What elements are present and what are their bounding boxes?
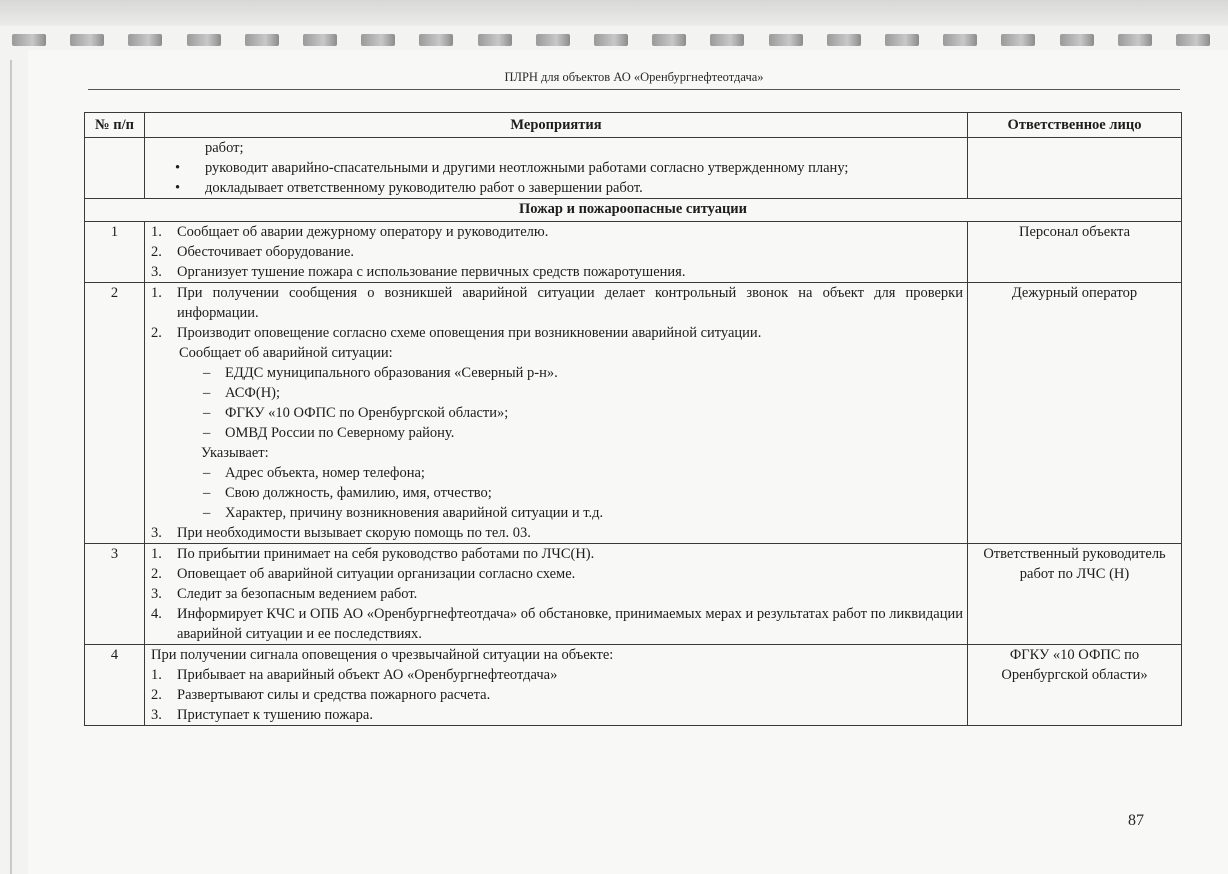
table-row-continuation (85, 138, 1182, 199)
binding-hole (594, 34, 628, 46)
list-item: – Адрес объекта, номер телефона; (203, 465, 425, 481)
list-item: – АСФ(Н); (203, 385, 281, 401)
measures-cell (145, 138, 968, 199)
page-edge-line (10, 60, 12, 874)
binding-hole (652, 34, 686, 46)
column-header-responsible: Ответственное лицо (968, 113, 1182, 138)
responsible-cell: ФГКУ «10 ОФПС по Оренбургской области» (968, 645, 1182, 726)
list-item: 2. Развертывают силы и средства пожарного расчета. (151, 687, 491, 703)
binding-hole (1060, 34, 1094, 46)
responsible-cell: Дежурный оператор (968, 283, 1182, 544)
list-item: – Характер, причину возникновения аварийной ситуации и т.д. (203, 505, 604, 521)
binding-holes (0, 34, 1228, 48)
list-item: – ЕДДС муниципального образования «Северный р-н». (203, 365, 558, 381)
bullet-icon: • (175, 160, 181, 176)
binding-hole (478, 34, 512, 46)
list-item: 3. При необходимости вызывает скорую помощь по тел. 03. (151, 525, 531, 541)
section-title: Пожар и пожароопасные ситуации (85, 199, 1182, 222)
row-intro: При получении сигнала оповещения о чрезвычайной ситуации на объекте: (151, 647, 614, 663)
list-item: 1. При получении сообщения о возникшей аварийной ситуации делает контрольный звонок на объект для проверки информации. (151, 285, 963, 321)
dash-icon: – (203, 385, 211, 401)
binding-hole (1118, 34, 1152, 46)
dash-icon: – (203, 425, 211, 441)
binding-hole (128, 34, 162, 46)
binding-hole (70, 34, 104, 46)
list-item: – ФГКУ «10 ОФПС по Оренбургской области»; (203, 405, 509, 421)
measures-table (84, 112, 1182, 726)
measures-cell (145, 544, 968, 645)
table-row (85, 645, 1182, 726)
dash-icon: – (203, 405, 211, 421)
binding-hole (1001, 34, 1035, 46)
row-number: 2 (85, 283, 145, 544)
list-item: работ; (205, 140, 244, 156)
dash-icon: – (203, 365, 211, 381)
list-item: 2. Обесточивает оборудование. (151, 244, 355, 260)
page-header: ПЛРН для объектов АО «Оренбургнефтеотдача» (504, 70, 764, 84)
list-item: – ОМВД России по Северному району. (203, 425, 455, 441)
list-item: • докладывает ответственному руководителю работ о завершении работ. (175, 180, 643, 196)
row-number: 1 (85, 222, 145, 283)
binding-hole (303, 34, 337, 46)
binding-hole (419, 34, 453, 46)
indicate-label: Указывает: (201, 445, 269, 461)
binding-hole (245, 34, 279, 46)
binding-hole (943, 34, 977, 46)
page-number: 87 (1128, 812, 1144, 829)
list-item: 2. Производит оповещение согласно схеме оповещения при возникновении аварийной ситуации. (151, 325, 762, 341)
measures-cell (145, 645, 968, 726)
binding-hole (769, 34, 803, 46)
row-number: 3 (85, 544, 145, 645)
row-number-cell (85, 138, 145, 199)
column-header-number: № п/п (85, 113, 145, 138)
list-item: 4. Информирует КЧС и ОПБ АО «Оренбургнефтеотдача» об обстановке, принимаемых мерах и результатах работ по ликвидации аварийной ситуации и ее последствиях. (151, 606, 963, 642)
responsible-cell (968, 138, 1182, 199)
list-item: 2. Оповещает об аварийной ситуации организации согласно схеме. (151, 566, 576, 582)
responsible-cell: Персонал объекта (968, 222, 1182, 283)
dash-icon: – (203, 505, 211, 521)
list-item: 1. Сообщает об аварии дежурному оператору и руководителю. (151, 224, 549, 240)
table-row (85, 222, 1182, 283)
list-item: 1. Прибывает на аварийный объект АО «Оренбургнефтеотдача» (151, 667, 558, 683)
binding-hole (361, 34, 395, 46)
responsible-cell: Ответственный руководитель работ по ЛЧС (Н) (968, 544, 1182, 645)
column-header-measures: Мероприятия (145, 113, 968, 138)
dash-icon: – (203, 465, 211, 481)
bullet-icon: • (175, 180, 181, 196)
list-item: 3. Приступает к тушению пожара. (151, 707, 373, 723)
measures-cell (145, 283, 968, 544)
header-rule (88, 89, 1180, 90)
notify-label: Сообщает об аварийной ситуации: (179, 345, 393, 361)
binding-hole (1176, 34, 1210, 46)
binding-hole (710, 34, 744, 46)
scan-top-shadow (0, 0, 1228, 26)
binding-hole (12, 34, 46, 46)
binding-hole (885, 34, 919, 46)
table-row (85, 544, 1182, 645)
dash-icon: – (203, 485, 211, 501)
table-row (85, 283, 1182, 544)
list-item: • руководит аварийно-спасательными и другими неотложными работами согласно утвержденному плану; (175, 160, 849, 176)
table-header-row (85, 113, 1182, 138)
measures-cell (145, 222, 968, 283)
list-item: 1. По прибытии принимает на себя руководство работами по ЛЧС(Н). (151, 546, 595, 562)
row-number: 4 (85, 645, 145, 726)
section-row (85, 199, 1182, 222)
list-item: 3. Организует тушение пожара с использование первичных средств пожаротушения. (151, 264, 686, 280)
list-item: 3. Следит за безопасным ведением работ. (151, 586, 418, 602)
binding-hole (187, 34, 221, 46)
list-item: – Свою должность, фамилию, имя, отчество; (203, 485, 492, 501)
binding-hole (827, 34, 861, 46)
binding-hole (536, 34, 570, 46)
